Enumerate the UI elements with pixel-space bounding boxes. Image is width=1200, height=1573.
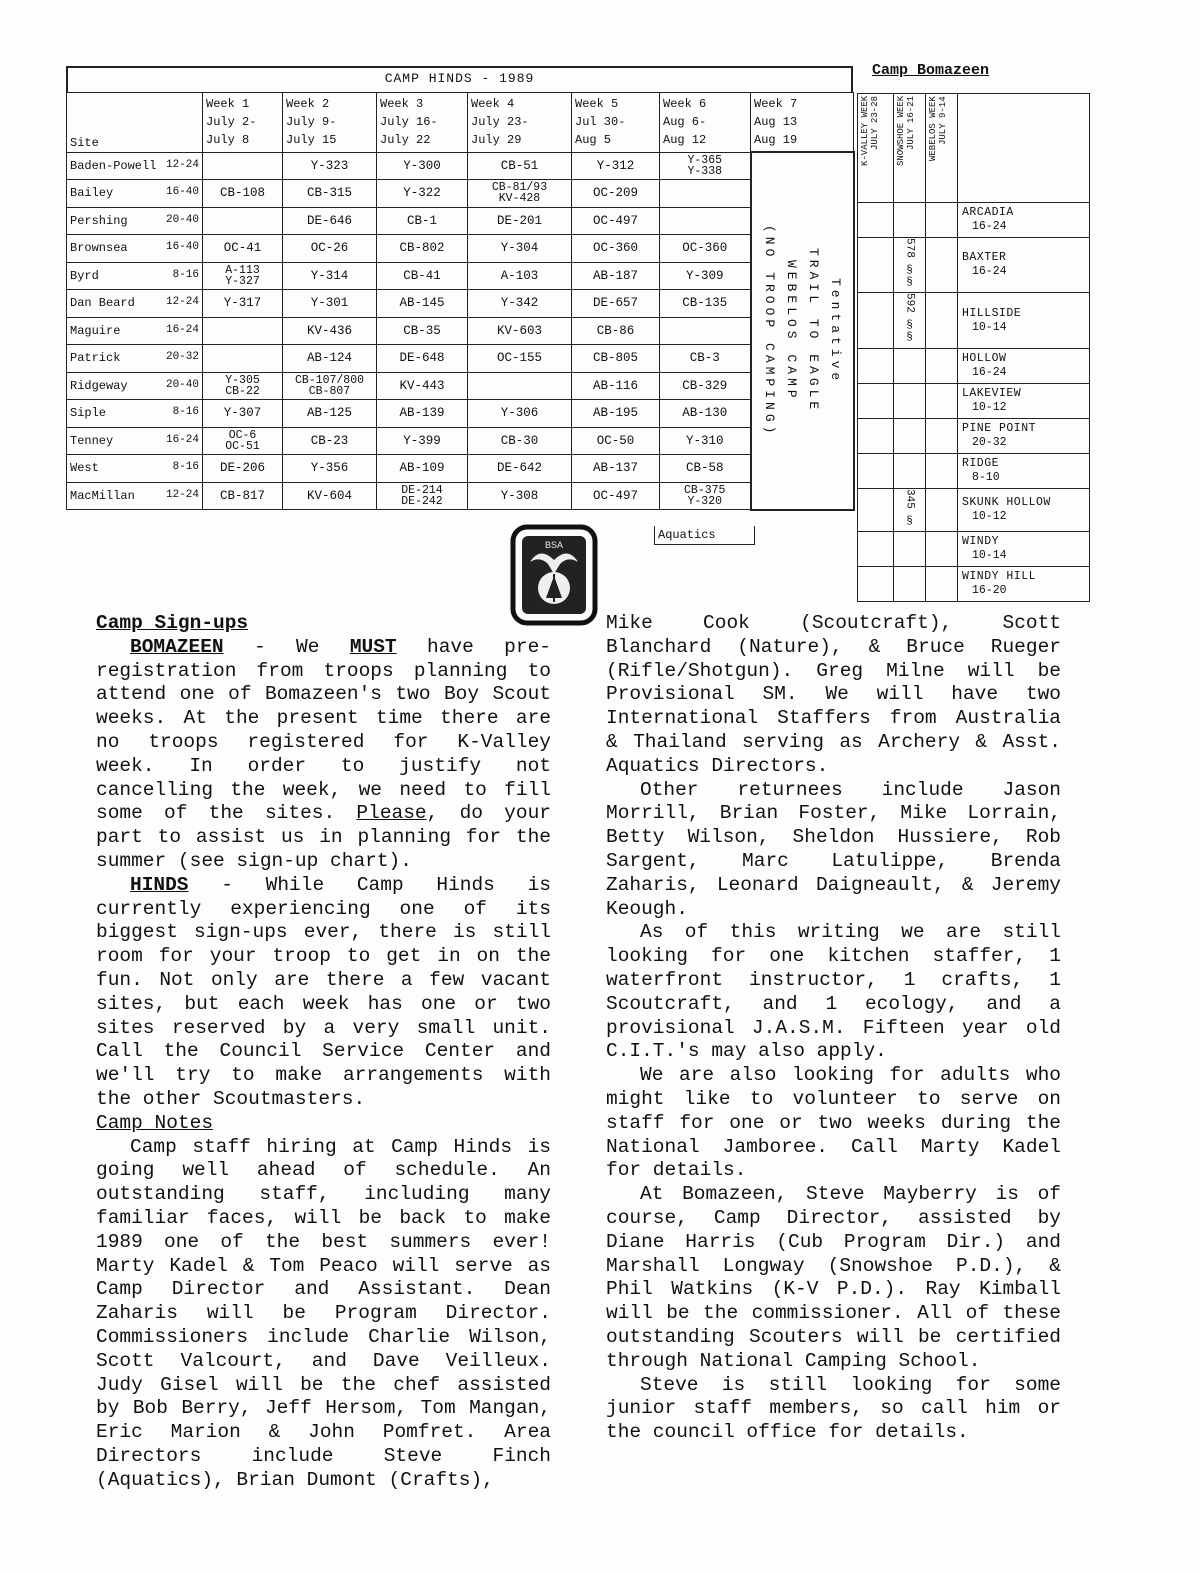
site-cell bbox=[67, 427, 203, 455]
site-cell bbox=[67, 290, 203, 318]
bomazeen-text-3: , do your part to assist us in planning for the summer (see sign-up chart). bbox=[96, 802, 551, 872]
schedule-cell: CB-41 bbox=[377, 262, 468, 290]
schedule-cell: OC-360 bbox=[572, 235, 660, 263]
schedule-cell bbox=[468, 372, 572, 400]
table-row bbox=[67, 482, 854, 510]
hinds-table bbox=[66, 92, 855, 511]
tentative-line: (NO TROOP CAMPING) bbox=[762, 224, 777, 437]
bomazeen-mark-cell bbox=[858, 453, 894, 488]
table-row bbox=[67, 345, 854, 373]
site-name: Dan Beard bbox=[70, 296, 135, 311]
hinds-text: - While Camp Hinds is currently experiencing one of its biggest sign-ups ever, there is still room for your troop to get in on the fun. Not only are there a few vacant sites, but each week has one or two sites reserved by a very small unit. Call the Council Service Center and we'll try to make arrangements with the other Scoutmasters. bbox=[96, 873, 551, 1110]
notes-paragraph-6: Steve is still looking for some junior staff members, so call him or the council office for details. bbox=[606, 1373, 1061, 1444]
table-row bbox=[67, 427, 854, 455]
schedule-cell: OC-360 bbox=[660, 235, 751, 263]
site-name: Tenney bbox=[70, 433, 114, 448]
schedule-cell bbox=[203, 427, 283, 455]
schedule-cell bbox=[660, 482, 751, 510]
site-age: 8-16 bbox=[172, 406, 199, 419]
bomazeen-site-age: 10-14 bbox=[972, 320, 1007, 334]
bomazeen-site-name: PINE POINT bbox=[962, 421, 1037, 435]
troop-entry: DE-214 bbox=[401, 483, 443, 497]
bomazeen-mark-cell bbox=[858, 293, 894, 348]
schedule-cell: Y-301 bbox=[283, 290, 377, 318]
site-age: 20-40 bbox=[165, 213, 199, 226]
bomazeen-row bbox=[858, 203, 1090, 238]
schedule-cell: DE-206 bbox=[203, 455, 283, 483]
schedule-cell: CB-315 bbox=[283, 180, 377, 208]
bomazeen-mark-cell bbox=[894, 293, 926, 348]
bomazeen-site-name: HILLSIDE bbox=[962, 306, 1022, 320]
bomazeen-site-name: ARCADIA bbox=[962, 206, 1014, 219]
site-column-header: Site bbox=[67, 93, 203, 153]
bomazeen-site-cell bbox=[958, 453, 1090, 488]
schedule-cell: Y-342 bbox=[468, 290, 572, 318]
schedule-cell: CB-3 bbox=[660, 345, 751, 373]
schedule-cell bbox=[203, 317, 283, 345]
table-row bbox=[67, 235, 854, 263]
bomazeen-mark-cell bbox=[858, 567, 894, 602]
site-cell bbox=[67, 400, 203, 428]
bomazeen-week-label: SNOWSHOE WEEK JULY 16-21 bbox=[896, 96, 916, 167]
please-keyword: Please bbox=[356, 802, 427, 825]
schedule-cell: OC-155 bbox=[468, 345, 572, 373]
bomazeen-row bbox=[858, 532, 1090, 567]
hinds-header-row bbox=[67, 93, 854, 153]
site-name: Byrd bbox=[70, 268, 99, 283]
bomazeen-mark-cell bbox=[858, 348, 894, 383]
schedule-cell: Y-312 bbox=[572, 152, 660, 180]
bomazeen-site-name: WINDY bbox=[962, 535, 1000, 549]
site-cell bbox=[67, 180, 203, 208]
schedule-cell: DE-648 bbox=[377, 345, 468, 373]
week-header-label: Week 6 bbox=[663, 97, 707, 111]
bomazeen-site-age: 8-10 bbox=[972, 470, 1000, 484]
bomazeen-site-cell bbox=[958, 383, 1090, 418]
week-header-dates1: July 16- bbox=[380, 115, 438, 129]
bomazeen-week-label: K-VALLEY WEEK JULY 23-28 bbox=[860, 96, 880, 167]
bomazeen-site-age: 16-20 bbox=[972, 584, 1007, 598]
bomazeen-row bbox=[858, 293, 1090, 348]
table-row bbox=[67, 372, 854, 400]
site-age: 20-40 bbox=[165, 378, 199, 391]
schedule-cell: AB-109 bbox=[377, 455, 468, 483]
bomazeen-mark-cell bbox=[894, 383, 926, 418]
troop-entry: CB-807 bbox=[308, 384, 351, 398]
site-cell bbox=[67, 262, 203, 290]
week-header-label: Week 5 bbox=[575, 97, 619, 111]
bomazeen-site-cell bbox=[958, 488, 1090, 531]
troop-entry: Y-305 bbox=[225, 373, 260, 387]
schedule-cell: Y-304 bbox=[468, 235, 572, 263]
site-name: Patrick bbox=[70, 351, 121, 366]
troop-entry: Y-338 bbox=[687, 164, 722, 178]
tentative-webelos-block bbox=[751, 152, 854, 510]
site-cell bbox=[67, 345, 203, 373]
bomazeen-mark-cell bbox=[858, 238, 894, 293]
bsa-logo bbox=[510, 524, 598, 626]
must-keyword: MUST bbox=[349, 635, 397, 658]
site-age: 12-24 bbox=[165, 296, 199, 309]
week-header bbox=[377, 93, 468, 153]
bomazeen-mark-cell bbox=[894, 203, 926, 238]
schedule-cell: CB-30 bbox=[468, 427, 572, 455]
bomazeen-site-age: 10-12 bbox=[972, 510, 1007, 524]
week-header-label: Week 1 bbox=[206, 97, 250, 111]
site-age: 20-32 bbox=[165, 351, 199, 364]
schedule-cell: AB-125 bbox=[283, 400, 377, 428]
schedule-cell: CB-817 bbox=[203, 482, 283, 510]
site-age: 16-40 bbox=[165, 241, 199, 254]
week-header-dates1: Aug 13 bbox=[754, 115, 798, 129]
notes-paragraph-1-continued: Mike Cook (Scoutcraft), Scott Blanchard (Nature), & Bruce Rueger (Rifle/Shotgun). Greg Milne will be Provisional SM. We will have two International Staffers from Australia & Thailand serving as Archery & Asst. Aquatics Directors. bbox=[606, 612, 1061, 777]
schedule-cell bbox=[660, 207, 751, 235]
schedule-cell bbox=[468, 180, 572, 208]
schedule-cell: KV-603 bbox=[468, 317, 572, 345]
schedule-cell: CB-329 bbox=[660, 372, 751, 400]
bomazeen-week-header bbox=[858, 94, 894, 203]
site-name: West bbox=[70, 461, 99, 476]
bomazeen-site-name: BAXTER bbox=[962, 251, 1007, 265]
tentative-line: Tentative bbox=[828, 277, 843, 384]
site-cell bbox=[67, 207, 203, 235]
schedule-cell bbox=[377, 482, 468, 510]
troop-entry: CB-22 bbox=[225, 384, 260, 398]
bomazeen-site-cell bbox=[958, 567, 1090, 602]
bomazeen-mark-cell bbox=[926, 488, 958, 531]
site-name: MacMillan bbox=[70, 488, 135, 503]
bomazeen-mark-cell bbox=[894, 418, 926, 453]
bomazeen-site-name: RIDGE bbox=[962, 456, 1000, 470]
table-row bbox=[67, 152, 854, 180]
hinds-table-title: CAMP HINDS - 1989 bbox=[66, 66, 853, 92]
schedule-cell bbox=[203, 207, 283, 235]
schedule-cell: DE-646 bbox=[283, 207, 377, 235]
schedule-cell: DE-201 bbox=[468, 207, 572, 235]
site-name: Siple bbox=[70, 406, 107, 421]
week-header-dates2: July 15 bbox=[286, 133, 337, 147]
site-age: 16-40 bbox=[165, 186, 199, 199]
schedule-cell: AB-145 bbox=[377, 290, 468, 318]
schedule-cell: DE-657 bbox=[572, 290, 660, 318]
schedule-cell: CB-23 bbox=[283, 427, 377, 455]
bomazeen-mark-cell bbox=[926, 532, 958, 567]
table-row bbox=[67, 455, 854, 483]
schedule-cell bbox=[203, 345, 283, 373]
site-age: 12-24 bbox=[165, 158, 199, 171]
table-row bbox=[67, 207, 854, 235]
bomazeen-week-header bbox=[926, 94, 958, 203]
notes-paragraph-4: We are also looking for adults who might like to volunteer to serve on staff for one or two weeks during the National Jamboree. Call Marty Kadel for details. bbox=[606, 1064, 1061, 1182]
site-age: 12-24 bbox=[165, 488, 199, 501]
site-name: Baden-Powell bbox=[70, 158, 157, 173]
schedule-cell: Y-310 bbox=[660, 427, 751, 455]
schedule-cell: CB-805 bbox=[572, 345, 660, 373]
week-header-dates2: July 8 bbox=[206, 133, 250, 147]
schedule-cell: AB-195 bbox=[572, 400, 660, 428]
schedule-cell: CB-58 bbox=[660, 455, 751, 483]
bomazeen-site-cell bbox=[958, 293, 1090, 348]
article-left-column bbox=[96, 612, 551, 1492]
week-header bbox=[751, 93, 854, 153]
schedule-cell bbox=[203, 262, 283, 290]
schedule-cell: OC-497 bbox=[572, 482, 660, 510]
bomazeen-table bbox=[857, 93, 1090, 602]
bomazeen-site-age: 16-24 bbox=[972, 365, 1007, 379]
schedule-cell bbox=[203, 152, 283, 180]
schedule-cell: OC-41 bbox=[203, 235, 283, 263]
schedule-cell: KV-436 bbox=[283, 317, 377, 345]
hinds-table-body bbox=[67, 152, 854, 510]
week-header-dates1: July 23- bbox=[471, 115, 529, 129]
week-header-dates2: July 29 bbox=[471, 133, 522, 147]
bomazeen-troop-mark: 345 § bbox=[903, 488, 916, 528]
schedule-cell: CB-135 bbox=[660, 290, 751, 318]
week-header bbox=[203, 93, 283, 153]
troop-entry: KV-428 bbox=[498, 192, 541, 206]
notes-paragraph-3: As of this writing we are still looking for one kitchen staffer, 1 waterfront instructor, 1 crafts, 1 Scoutcraft, and 1 ecology, and a provisional J.A.S.M. Fifteen year old C.I.T.'s may also apply. bbox=[606, 921, 1061, 1063]
bomazeen-title: Camp Bomazeen bbox=[872, 62, 990, 79]
week-header bbox=[468, 93, 572, 153]
bomazeen-text-2: have pre-registration from troops planning to attend one of Bomazeen's two Boy Scout weeks. At the present time there are no troops registered for K-Valley week. In order to justify not cancelling the week, we need to fill some of the sites. bbox=[96, 635, 551, 825]
bomazeen-table-body bbox=[858, 203, 1090, 602]
troop-entry: CB-107/800 bbox=[294, 373, 364, 387]
bomazeen-site-age: 16-24 bbox=[972, 265, 1007, 279]
bomazeen-row bbox=[858, 418, 1090, 453]
schedule-cell: Y-307 bbox=[203, 400, 283, 428]
schedule-cell: Y-300 bbox=[377, 152, 468, 180]
table-row bbox=[67, 180, 854, 208]
schedule-cell bbox=[203, 372, 283, 400]
week-header-dates2: Aug 5 bbox=[575, 133, 612, 147]
site-name: Ridgeway bbox=[70, 378, 128, 393]
bomazeen-header-row bbox=[858, 94, 1090, 203]
bomazeen-site-age: 10-12 bbox=[972, 400, 1007, 414]
notes-heading: Camp Notes bbox=[96, 1111, 214, 1134]
schedule-cell: KV-443 bbox=[377, 372, 468, 400]
bomazeen-site-cell bbox=[958, 532, 1090, 567]
bomazeen-mark-cell bbox=[926, 418, 958, 453]
bomazeen-mark-cell bbox=[926, 383, 958, 418]
bomazeen-row bbox=[858, 238, 1090, 293]
bomazeen-mark-cell bbox=[894, 238, 926, 293]
bomazeen-row bbox=[858, 567, 1090, 602]
table-row bbox=[67, 290, 854, 318]
hinds-paragraph bbox=[96, 874, 551, 1112]
site-cell bbox=[67, 455, 203, 483]
week-header bbox=[283, 93, 377, 153]
site-cell bbox=[67, 317, 203, 345]
table-row bbox=[67, 400, 854, 428]
schedule-cell: CB-51 bbox=[468, 152, 572, 180]
week-header-dates1: Jul 30- bbox=[575, 115, 626, 129]
schedule-cell: CB-1 bbox=[377, 207, 468, 235]
bomazeen-mark-cell bbox=[858, 203, 894, 238]
site-name: Bailey bbox=[70, 186, 114, 201]
troop-entry: OC-51 bbox=[225, 439, 260, 453]
bomazeen-mark-cell bbox=[926, 348, 958, 383]
notes-paragraph-2: Other returnees include Jason Morrill, Brian Foster, Mike Lorrain, Betty Wilson, Sheldon Hussiere, Rob Sargent, Marc Latulippe, Brenda Zaharis, Leonard Daigneault, & Jeremy Keough. bbox=[606, 778, 1061, 920]
hinds-keyword: HINDS bbox=[130, 873, 189, 896]
week-header bbox=[572, 93, 660, 153]
schedule-cell: Y-309 bbox=[660, 262, 751, 290]
schedule-cell: A-103 bbox=[468, 262, 572, 290]
schedule-cell: CB-108 bbox=[203, 180, 283, 208]
week-header-dates2: Aug 12 bbox=[663, 133, 707, 147]
bomazeen-mark-cell bbox=[926, 293, 958, 348]
week-header-dates1: July 9- bbox=[286, 115, 337, 129]
schedule-cell: Y-322 bbox=[377, 180, 468, 208]
schedule-cell bbox=[660, 317, 751, 345]
schedule-cell: CB-35 bbox=[377, 317, 468, 345]
bomazeen-mark-cell bbox=[858, 418, 894, 453]
schedule-cell: Y-314 bbox=[283, 262, 377, 290]
troop-entry: DE-242 bbox=[401, 494, 443, 508]
schedule-cell: Y-323 bbox=[283, 152, 377, 180]
schedule-cell: AB-187 bbox=[572, 262, 660, 290]
schedule-cell: KV-604 bbox=[283, 482, 377, 510]
bomazeen-site-age: 20-32 bbox=[972, 435, 1007, 449]
bomazeen-site-name: SKUNK HOLLOW bbox=[962, 496, 1051, 510]
bomazeen-mark-cell bbox=[926, 453, 958, 488]
bomazeen-row bbox=[858, 453, 1090, 488]
schedule-cell: OC-497 bbox=[572, 207, 660, 235]
schedule-cell bbox=[660, 152, 751, 180]
schedule-cell: Y-356 bbox=[283, 455, 377, 483]
troop-entry: A-113 bbox=[225, 263, 260, 277]
bomazeen-mark-cell bbox=[858, 532, 894, 567]
site-age: 8-16 bbox=[172, 461, 199, 474]
signups-heading: Camp Sign-ups bbox=[96, 612, 249, 634]
bomazeen-mark-cell bbox=[926, 238, 958, 293]
bomazeen-mark-cell bbox=[894, 348, 926, 383]
bomazeen-site-name: HOLLOW bbox=[962, 351, 1007, 365]
site-name: Pershing bbox=[70, 213, 128, 228]
bomazeen-row bbox=[858, 383, 1090, 418]
bomazeen-mark-cell bbox=[894, 532, 926, 567]
week-header-label: Week 4 bbox=[471, 97, 515, 111]
bomazeen-site-age: 10-14 bbox=[972, 549, 1007, 563]
schedule-cell: Y-399 bbox=[377, 427, 468, 455]
troop-entry: Y-365 bbox=[687, 153, 722, 167]
troop-entry: Y-327 bbox=[225, 274, 260, 288]
schedule-cell: Y-308 bbox=[468, 482, 572, 510]
bomazeen-troop-mark: 578 §§ bbox=[903, 238, 916, 289]
site-age: 8-16 bbox=[172, 268, 199, 281]
bomazeen-mark-cell bbox=[926, 567, 958, 602]
bomazeen-mark-cell bbox=[858, 488, 894, 531]
bomazeen-mark-cell bbox=[894, 488, 926, 531]
bomazeen-site-cell bbox=[958, 418, 1090, 453]
schedule-cell: AB-124 bbox=[283, 345, 377, 373]
week-header-dates1: July 2- bbox=[206, 115, 257, 129]
site-age: 16-24 bbox=[165, 323, 199, 336]
tentative-line: TRAIL TO EAGLE bbox=[806, 248, 821, 414]
logo-text: BSA bbox=[544, 540, 564, 550]
table-row bbox=[67, 262, 854, 290]
bomazeen-mark-cell bbox=[858, 383, 894, 418]
notes-paragraph-1: Camp staff hiring at Camp Hinds is going well ahead of schedule. An outstanding staff, including many familiar faces, will be back to make 1989 one of the best summers ever! Marty Kadel & Tom Peaco will serve as Camp Director and Assistant. Dean Zaharis will be Program Director. Commissioners include Charlie Wilson, Scott Valcourt, and Dave Veilleux. Judy Gisel will be the chef assisted by Bob Berry, Jeff Hersom, Tom Mangan, Eric Marion & John Pomfret. Area Directors include Steve Finch (Aquatics), Brian Dumont (Crafts), bbox=[96, 1135, 551, 1491]
week-header bbox=[660, 93, 751, 153]
article-right-column bbox=[606, 612, 1061, 1445]
troop-entry: CB-375 bbox=[684, 483, 726, 497]
site-age: 16-24 bbox=[165, 433, 199, 446]
schedule-cell: OC-209 bbox=[572, 180, 660, 208]
troop-entry: Y-320 bbox=[687, 494, 722, 508]
site-cell bbox=[67, 482, 203, 510]
week-header-label: Week 3 bbox=[380, 97, 424, 111]
bomazeen-site-name: WINDY HILL bbox=[962, 570, 1037, 584]
schedule-cell: DE-642 bbox=[468, 455, 572, 483]
bomazeen-week-header bbox=[894, 94, 926, 203]
site-cell bbox=[67, 372, 203, 400]
schedule-cell: AB-137 bbox=[572, 455, 660, 483]
bomazeen-row bbox=[858, 488, 1090, 531]
bomazeen-troop-mark: 592 §§ bbox=[903, 293, 916, 344]
week-header-dates1: Aug 6- bbox=[663, 115, 707, 129]
schedule-cell bbox=[660, 180, 751, 208]
bomazeen-keyword: BOMAZEEN bbox=[130, 635, 224, 658]
troop-entry: CB-81/93 bbox=[491, 181, 548, 195]
site-cell bbox=[67, 235, 203, 263]
tentative-line: WEBELOS CAMP bbox=[784, 259, 799, 402]
notes-paragraph-5: At Bomazeen, Steve Mayberry is of course, Camp Director, assisted by Diane Harris (Cub Program Dir.) and Marshall Longway (Snowshoe P.D.), & Phil Watkins (K-V P.D.). Ray Kimball will be the commissioner. All of these outstanding Scouters will be certified through National Camping School. bbox=[606, 1183, 1061, 1372]
bomazeen-site-name: LAKEVIEW bbox=[962, 386, 1022, 400]
schedule-cell: CB-802 bbox=[377, 235, 468, 263]
schedule-cell: AB-116 bbox=[572, 372, 660, 400]
aquatics-note: Aquatics bbox=[654, 526, 755, 545]
site-cell bbox=[67, 152, 203, 180]
bomazeen-site-cell bbox=[958, 203, 1090, 238]
week-header-dates2: Aug 19 bbox=[754, 133, 798, 147]
bomazeen-site-header bbox=[958, 94, 1090, 203]
bomazeen-mark-cell bbox=[894, 567, 926, 602]
schedule-cell: CB-86 bbox=[572, 317, 660, 345]
table-row bbox=[67, 317, 854, 345]
bomazeen-site-age: 16-24 bbox=[972, 220, 1007, 233]
bomazeen-week-label: WEBELOS WEEK JULY 9-14 bbox=[928, 96, 948, 161]
bomazeen-paragraph bbox=[96, 636, 551, 874]
camp-hinds-schedule bbox=[66, 66, 853, 542]
schedule-cell: OC-26 bbox=[283, 235, 377, 263]
schedule-cell: OC-50 bbox=[572, 427, 660, 455]
bomazeen-mark-cell bbox=[894, 453, 926, 488]
site-name: Brownsea bbox=[70, 241, 128, 256]
week-header-label: Week 2 bbox=[286, 97, 330, 111]
bomazeen-mark-cell bbox=[926, 203, 958, 238]
site-name: Maguire bbox=[70, 323, 121, 338]
schedule-cell: Y-317 bbox=[203, 290, 283, 318]
schedule-cell: AB-130 bbox=[660, 400, 751, 428]
week-header-dates2: July 22 bbox=[380, 133, 431, 147]
schedule-cell: AB-139 bbox=[377, 400, 468, 428]
bomazeen-site-cell bbox=[958, 348, 1090, 383]
week-header-label: Week 7 bbox=[754, 97, 798, 111]
bomazeen-row bbox=[858, 348, 1090, 383]
schedule-cell: Y-306 bbox=[468, 400, 572, 428]
bomazeen-site-cell bbox=[958, 238, 1090, 293]
bomazeen-text-1: - We bbox=[223, 635, 350, 658]
troop-entry: OC-6 bbox=[228, 428, 257, 442]
schedule-cell bbox=[283, 372, 377, 400]
